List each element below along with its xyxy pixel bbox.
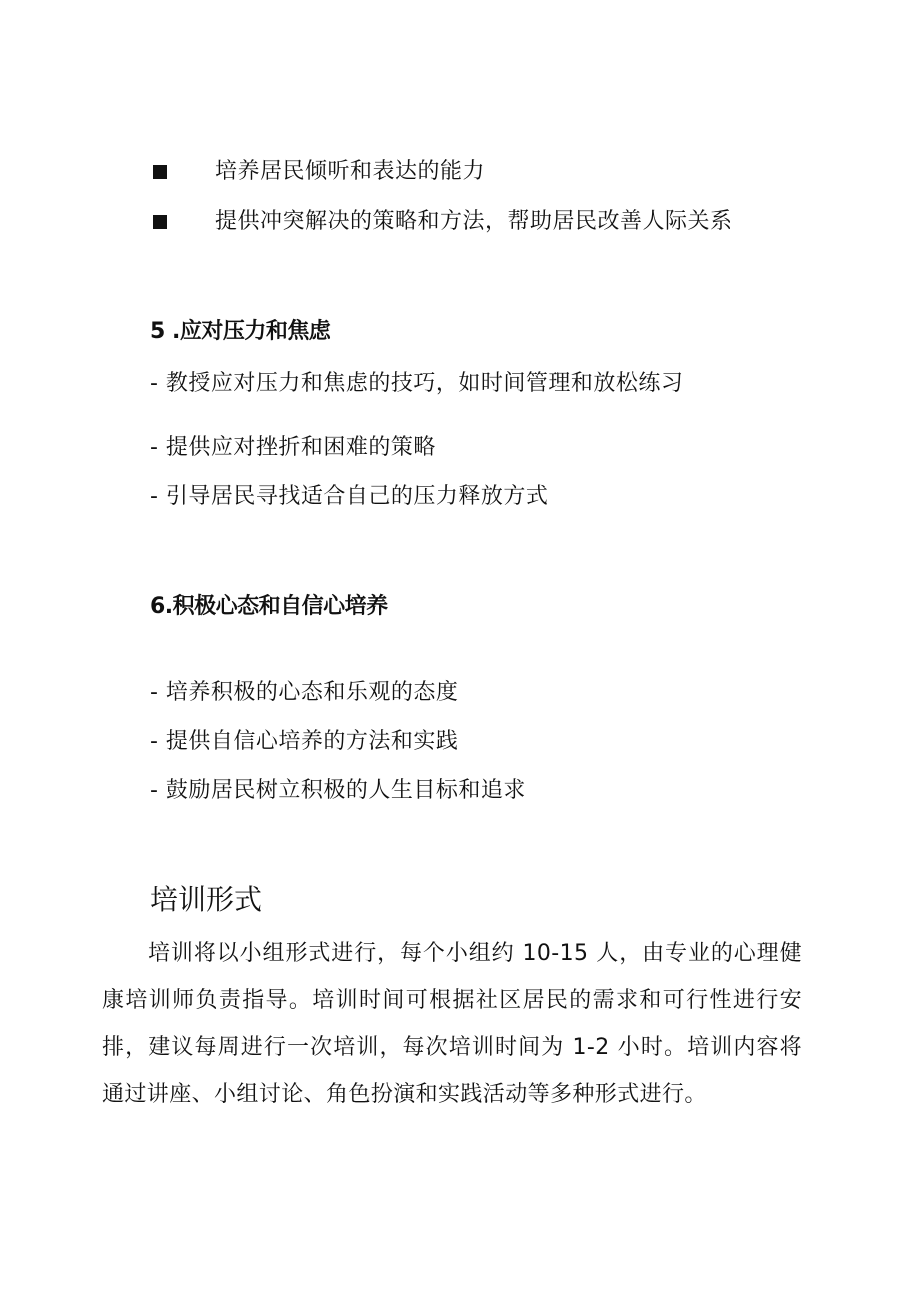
training-paragraph: 培训将以小组形式进行，每个小组约 10-15 人，由专业的心理健康培训师负责指导。培训时间可根据社区居民的需求和可行性进行安排，建议每周进行一次培训，每次培训时间为 1-2 小时。培训内容将通过讲座、小组讨论、角色扮演和实践活动等多种形式进行。 — [102, 941, 802, 1107]
training-format-title: 培训形式 — [150, 883, 263, 916]
bullet-item — [153, 157, 485, 187]
list-item: - 鼓励居民树立积极的人生目标和追求 — [150, 778, 526, 803]
list-item: - 教授应对压力和焦虑的技巧，如时间管理和放松练习 — [150, 371, 684, 396]
section-5-heading: 5 .应对压力和焦虑 — [150, 319, 331, 344]
square-bullet-icon — [153, 215, 167, 229]
bullet-text: 培养居民倾听和表达的能力 — [215, 159, 486, 184]
list-item: - 提供自信心培养的方法和实践 — [150, 729, 459, 754]
square-bullet-icon — [153, 165, 167, 179]
list-item: - 提供应对挫折和困难的策略 — [150, 435, 436, 460]
section-6-heading: 6.积极心态和自信心培养 — [150, 594, 388, 619]
bullet-item — [153, 207, 733, 237]
bullet-text: 提供冲突解决的策略和方法，帮助居民改善人际关系 — [215, 209, 733, 234]
list-item: - 引导居民寻找适合自己的压力释放方式 — [150, 484, 549, 509]
list-item: - 培养积极的心态和乐观的态度 — [150, 680, 459, 705]
